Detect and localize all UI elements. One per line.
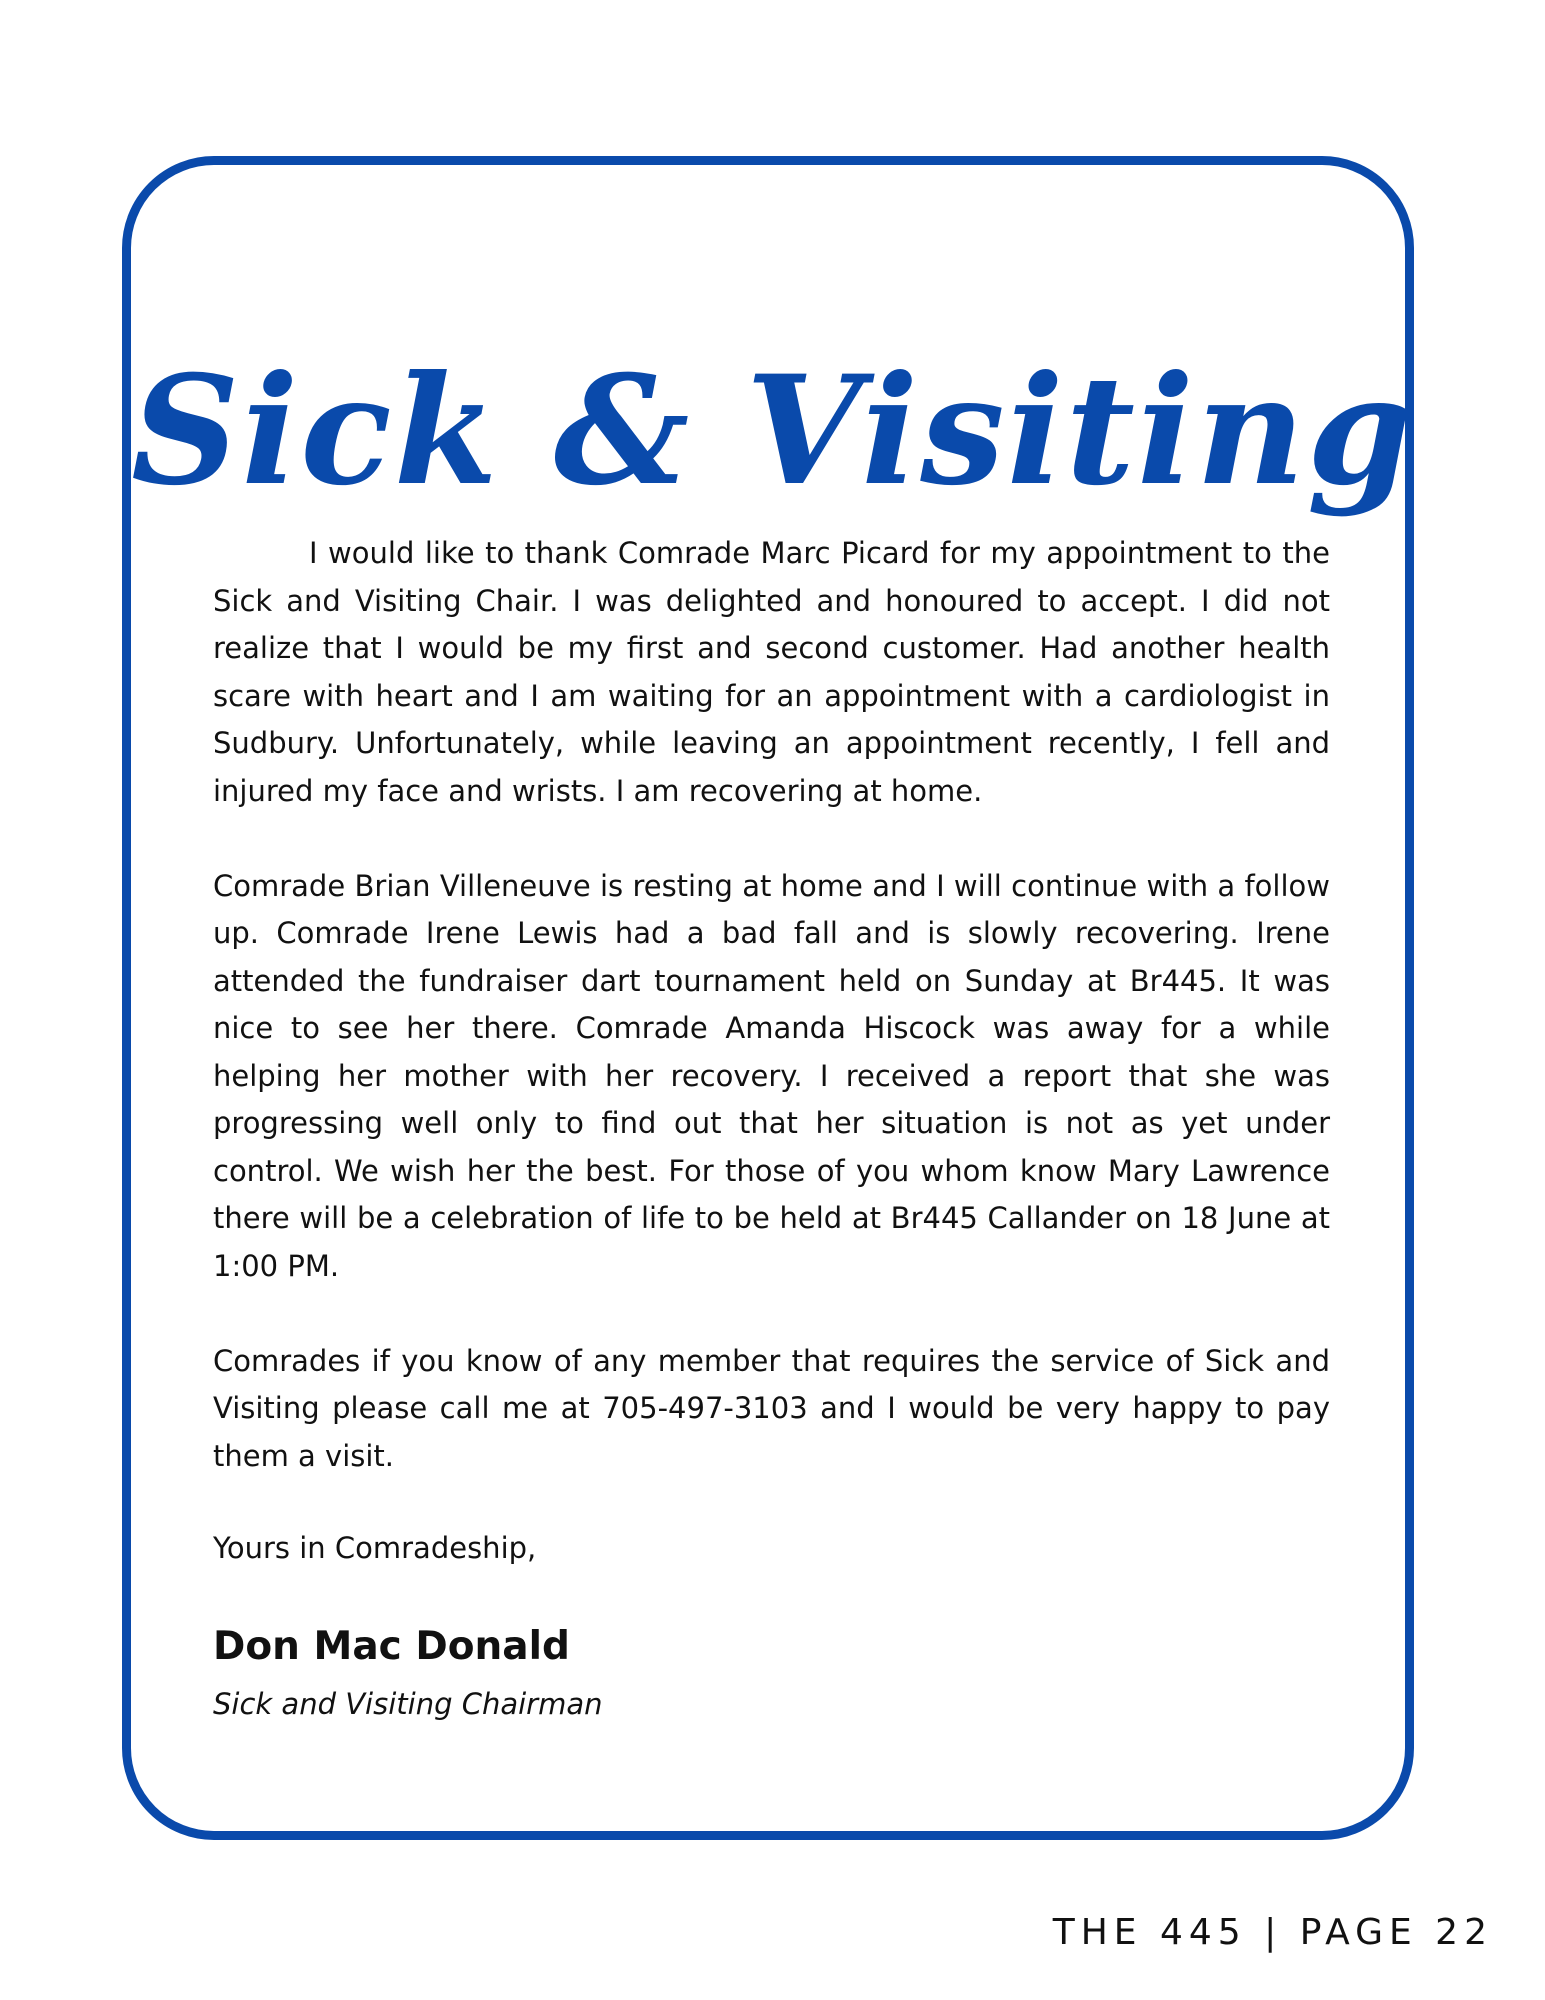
paragraph-intro: I would like to thank Comrade Marc Picard for my appointment to the Sick and Visiting Chair. I was delighted and honoured to accept. I did not realize that I would be my first and second customer. Had another health scare with heart and I am waiting for an appointment with a cardiologist in Sudbury. Unfortunately, while leaving an appointment recently, I fell and injured my face and wrists. I am recovering at home. [213,536,1330,808]
paragraph-member-updates: Comrade Brian Villeneuve is resting at home and I will continue with a follow up. Comrade Irene Lewis had a bad fall and is slowly recovering. Irene attended the fundraiser dart tournament held on Sunday at Br445. It was nice to see her there. Comrade Amanda Hiscock was away for a while helping her mother with her recovery. I received a report that she was progressing well only to find out that her situation is not as yet under control. We wish her the best. For those of you whom know Mary Lawrence there will be a celebration of life to be held at Br445 Callander on 18 June at 1:00 PM. [213,868,1330,1283]
page-title: Sick & Visiting [131,342,1414,519]
paragraph-contact: Comrades if you know of any member that requires the service of Sick and Visiting please call me at 705-497-3103 and I would be very happy to pay them a visit. [213,1343,1330,1473]
article-body [213,530,1330,1528]
closing-line: Yours in Comradeship, [213,1531,537,1565]
signer-role: Sick and Visiting Chairman [213,1687,603,1721]
page-footer: THE 445 | PAGE 22 [1052,1912,1493,1953]
signer-name: Don Mac Donald [213,1624,570,1669]
